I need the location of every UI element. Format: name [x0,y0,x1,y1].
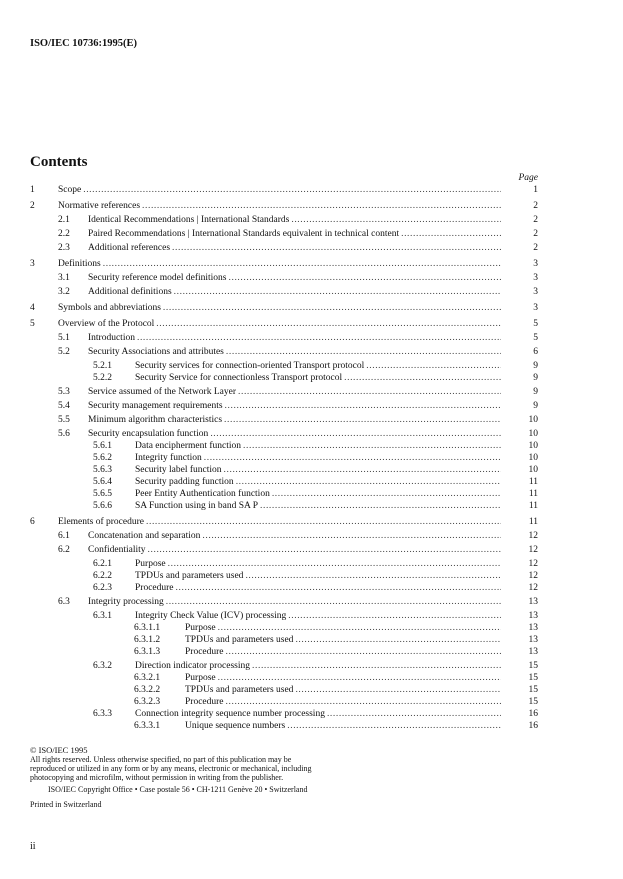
toc-entry[interactable] [134,635,538,646]
toc-entry-number: 5.6.2 [93,453,112,463]
toc-entry-page: 15 [528,661,538,671]
rights-text-line: photocopying and microfilm, without permission in writing from the publisher. [30,773,284,782]
toc-entry-number: 6.2.3 [93,583,112,593]
toc-entry-number: 5.6.6 [93,501,112,511]
dot-leader [291,215,501,226]
toc-entry-number: 5.5 [58,415,70,425]
rights-text-line: All rights reserved. Unless otherwise specified, no part of this publication may be [30,755,292,764]
toc-entry-number: 2.2 [58,229,70,239]
document-identifier: ISO/IEC 10736:1995(E) [30,38,138,49]
dot-leader [176,583,501,594]
toc-entry[interactable] [93,361,538,372]
toc-entry-number: 6.2.1 [93,559,112,569]
toc-entry-page: 13 [528,635,538,645]
toc-entry-title: Security label function [135,465,222,475]
toc-entry-number: 5 [30,319,35,329]
toc-entry-title: Integrity processing [88,597,164,607]
toc-entry-number: 1 [30,185,35,195]
toc-entry-title: Symbols and abbreviations [58,303,161,313]
toc-entry-page: 10 [528,441,538,451]
toc-entry-number: 5.1 [58,333,70,343]
toc-entry-page: 1 [533,185,538,195]
page-column-heading: Page [518,173,538,183]
toc-entry-title: Connection integrity sequence number processing [135,709,325,719]
dot-leader [366,361,501,372]
dot-leader [137,333,501,344]
toc-entry[interactable] [93,559,538,570]
toc-entry[interactable] [58,429,538,440]
toc-entry-number: 6.2.2 [93,571,112,581]
toc-entry-page: 2 [533,229,538,239]
dot-leader [236,477,501,488]
toc-entry-page: 10 [528,415,538,425]
toc-entry-title: Integrity Check Value (ICV) processing [135,611,287,621]
toc-entry-page: 15 [528,697,538,707]
dot-leader [142,201,501,212]
dot-leader [226,347,501,358]
toc-entry[interactable] [93,611,538,622]
toc-entry-page: 13 [528,597,538,607]
toc-entry-page: 11 [528,477,538,487]
toc-entry-title: Purpose [135,559,166,569]
toc-entry[interactable] [58,273,538,284]
toc-entry-page: 12 [528,571,538,581]
dot-leader [83,185,501,196]
dot-leader [272,489,501,500]
toc-entry[interactable] [58,287,538,298]
toc-entry[interactable] [58,215,538,226]
toc-entry-title: Peer Entity Authentication function [135,489,270,499]
dot-leader [252,661,501,672]
dot-leader [295,635,501,646]
dot-leader [224,415,501,426]
dot-leader [243,441,501,452]
toc-entry-number: 6 [30,517,35,527]
toc-entry-title: Procedure [185,697,224,707]
toc-entry-page: 2 [533,215,538,225]
toc-entry-page: 12 [528,583,538,593]
toc-entry-title: Confidentiality [88,545,146,555]
dot-leader [287,721,501,732]
dot-leader [204,453,501,464]
toc-entry-title: Scope [58,185,82,195]
toc-entry-page: 3 [533,303,538,313]
toc-entry[interactable] [58,597,538,608]
toc-entry[interactable] [134,673,538,684]
toc-entry-title: Additional references [88,243,171,253]
toc-entry[interactable] [30,517,538,528]
toc-entry-title: SA Function using in band SA P [135,501,258,511]
toc-entry-number: 5.2.1 [93,361,112,371]
toc-entry-title: Security management requirements [88,401,223,411]
toc-entry[interactable] [93,583,538,594]
toc-entry-page: 3 [533,287,538,297]
toc-entry-title: TPDUs and parameters used [185,685,294,695]
dot-leader [260,501,501,512]
toc-entry[interactable] [134,697,538,708]
toc-entry-number: 6.3.1.3 [134,647,161,657]
toc-entry-title: Introduction [88,333,135,343]
toc-entry[interactable] [93,477,538,488]
toc-entry[interactable] [58,229,538,240]
toc-entry-number: 5.6.4 [93,477,112,487]
toc-entry-title: Security Service for connectionless Transport protocol [135,373,343,383]
toc-entry[interactable] [58,401,538,412]
toc-entry[interactable] [93,661,538,672]
dot-leader [210,429,501,440]
toc-entry-number: 3 [30,259,35,269]
toc-entry-title: Procedure [135,583,174,593]
toc-entry-number: 6.3.3 [93,709,112,719]
toc-entry[interactable] [93,489,538,500]
toc-entry-title: Overview of the Protocol [58,319,155,329]
toc-entry[interactable] [134,685,538,696]
toc-entry[interactable] [58,347,538,358]
toc-entry[interactable] [30,201,538,212]
toc-entry[interactable] [58,545,538,556]
toc-entry-number: 6.3.1.1 [134,623,161,633]
toc-entry-page: 13 [528,623,538,633]
toc-entry-number: 5.6.3 [93,465,112,475]
toc-entry-title: Normative references [58,201,141,211]
toc-entry-number: 2.3 [58,243,70,253]
toc-entry[interactable] [93,571,538,582]
toc-entry-number: 6.3 [58,597,70,607]
toc-entry-page: 10 [528,429,538,439]
toc-entry-page: 6 [533,347,538,357]
toc-entry-title: Direction indicator processing [135,661,251,671]
toc-entry[interactable] [30,259,538,270]
dot-leader [224,465,501,476]
toc-entry-number: 6.3.2.1 [134,673,161,683]
dot-leader [295,685,501,696]
toc-entry-title: Data encipherment function [135,441,242,451]
toc-entry-title: Integrity function [135,453,202,463]
dot-leader [146,517,501,528]
toc-entry-number: 5.6.5 [93,489,112,499]
toc-entry-title: Service assumed of the Network Layer [88,387,236,397]
toc-entry-number: 6.3.2 [93,661,112,671]
dot-leader [238,387,501,398]
dot-leader [103,259,501,270]
toc-entry-title: Procedure [185,647,224,657]
toc-entry[interactable] [58,415,538,426]
dot-leader [344,373,501,384]
toc-entry-title: Security services for connection-oriented Transport protocol [135,361,365,371]
dot-leader [401,229,501,240]
toc-entry-page: 9 [533,361,538,371]
toc-entry-page: 5 [533,319,538,329]
dot-leader [202,531,501,542]
toc-entry-page: 12 [528,545,538,555]
toc-entry-title: Unique sequence numbers [185,721,286,731]
toc-entry-page: 9 [533,387,538,397]
toc-entry-page: 16 [528,709,538,719]
toc-entry[interactable] [134,623,538,634]
toc-entry-page: 10 [528,453,538,463]
toc-entry[interactable] [58,387,538,398]
toc-entry-title: Security padding function [135,477,234,487]
toc-entry[interactable] [30,185,538,196]
dot-leader [218,623,501,634]
toc-entry-title: Concatenation and separation [88,531,201,541]
toc-entry-page: 15 [528,685,538,695]
toc-entry-page: 13 [528,611,538,621]
toc-entry-title: Purpose [185,673,216,683]
toc-entry-page: 13 [528,647,538,657]
dot-leader [163,303,501,314]
toc-entry-page: 11 [528,517,538,527]
toc-entry[interactable] [93,501,538,512]
toc-entry[interactable] [58,531,538,542]
toc-entry-title: Purpose [185,623,216,633]
toc-entry-title: Additional definitions [88,287,172,297]
toc-entry-number: 6.1 [58,531,70,541]
toc-entry-number: 2 [30,201,35,211]
toc-entry-number: 3.1 [58,273,70,283]
toc-entry-number: 6.3.2.3 [134,697,161,707]
toc-entry[interactable] [30,319,538,330]
toc-entry-title: Security reference model definitions [88,273,227,283]
toc-entry[interactable] [134,647,538,658]
toc-entry-number: 5.2 [58,347,70,357]
toc-entry-title: Identical Recommendations | International Standards [88,215,290,225]
toc-entry-page: 5 [533,333,538,343]
rights-text-line: reproduced or utilized in any form or by any means, electronic or mechanical, including [30,764,312,773]
toc-entry[interactable] [30,303,538,314]
toc-entry-page: 16 [528,721,538,731]
toc-entry-page: 15 [528,673,538,683]
toc-entry-number: 5.4 [58,401,70,411]
toc-entry-number: 6.3.3.1 [134,721,161,731]
toc-entry-title: Security Associations and attributes [88,347,224,357]
dot-leader [226,697,501,708]
toc-entry-number: 5.6 [58,429,70,439]
toc-entry[interactable] [58,243,538,254]
printed-in: Printed in Switzerland [30,800,102,809]
dot-leader [156,319,501,330]
toc-entry-page: 2 [533,243,538,253]
toc-entry-title: Paired Recommendations | International Standards equivalent in technical content [88,229,400,239]
toc-entry-number: 3.2 [58,287,70,297]
dot-leader [288,611,501,622]
copyright-notice [30,746,375,809]
toc-entry-number: 6.3.1.2 [134,635,161,645]
toc-entry-page: 9 [533,401,538,411]
toc-entry[interactable] [93,441,538,452]
dot-leader [168,559,501,570]
toc-entry-page: 11 [528,489,538,499]
toc-entry-page: 3 [533,259,538,269]
dot-leader [245,571,501,582]
toc-entry-title: Minimum algorithm characteristics [88,415,223,425]
toc-entry-title: Elements of procedure [58,517,144,527]
toc-entry-title: Security encapsulation function [88,429,209,439]
toc-entry-page: 2 [533,201,538,211]
dot-leader [327,709,501,720]
contents-title: Contents [30,154,88,170]
dot-leader [148,545,501,556]
dot-leader [172,243,501,254]
dot-leader [166,597,501,608]
toc-entry-number: 6.2 [58,545,70,555]
toc-entry[interactable] [134,721,538,732]
toc-entry-page: 12 [528,559,538,569]
toc-entry-number: 5.2.2 [93,373,112,383]
toc-entry-number: 4 [30,303,35,313]
toc-entry-number: 5.6.1 [93,441,112,451]
toc-entry-number: 5.3 [58,387,70,397]
toc-entry-title: TPDUs and parameters used [135,571,244,581]
dot-leader [174,287,501,298]
toc-entry[interactable] [93,453,538,464]
copyright-office-address: ISO/IEC Copyright Office • Case postale 56 • CH-1211 Genève 20 • Switzerland [48,785,308,794]
toc-entry-number: 6.3.2.2 [134,685,161,695]
page-folio: ii [30,841,36,852]
dot-leader [229,273,502,284]
toc-entry-title: Definitions [58,259,101,269]
toc-entry-page: 9 [533,373,538,383]
toc-entry-title: TPDUs and parameters used [185,635,294,645]
toc-entry-page: 10 [528,465,538,475]
toc-entry-page: 3 [533,273,538,283]
toc-entry-page: 11 [528,501,538,511]
toc-entry-page: 12 [528,531,538,541]
dot-leader [218,673,501,684]
toc-entry[interactable] [93,465,538,476]
copyright-line: © ISO/IEC 1995 [30,745,88,755]
dot-leader [225,401,501,412]
toc-entry[interactable] [93,373,538,384]
toc-entry-number: 6.3.1 [93,611,112,621]
dot-leader [226,647,501,658]
toc-entry[interactable] [93,709,538,720]
toc-entry-number: 2.1 [58,215,70,225]
toc-entry[interactable] [58,333,538,344]
